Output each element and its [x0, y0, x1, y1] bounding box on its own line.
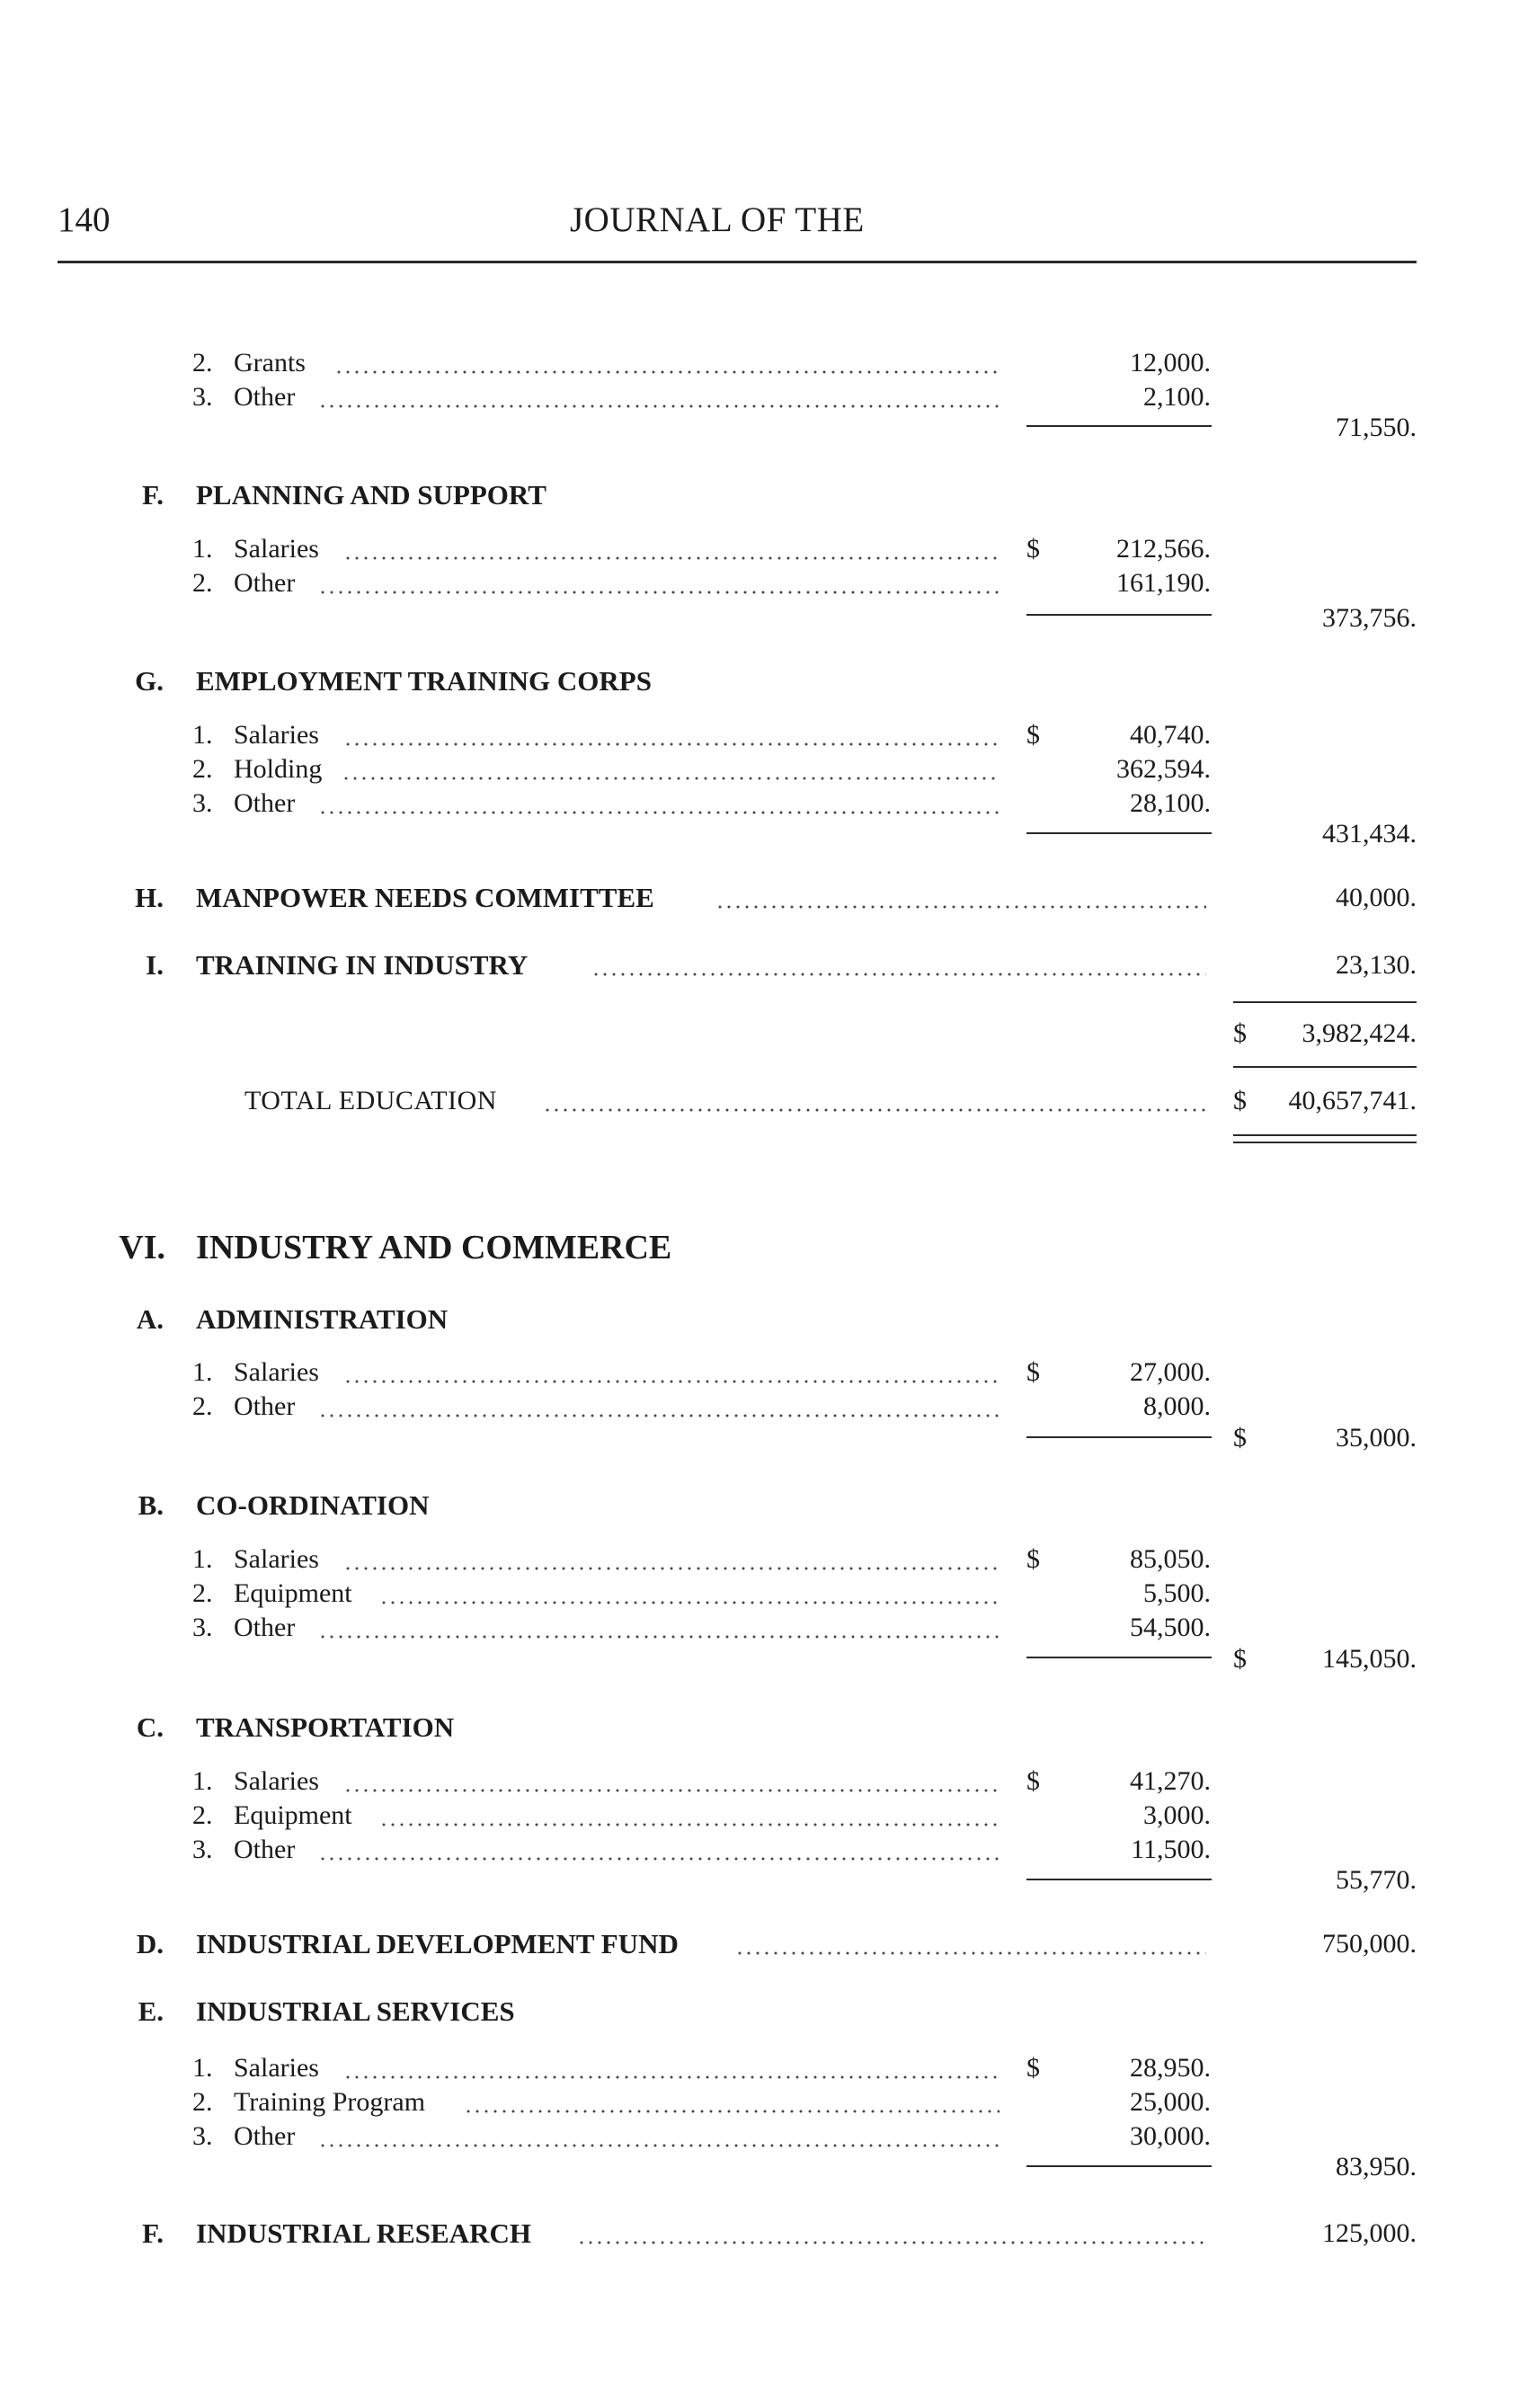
subtotal-amount: 35,000. — [1336, 1423, 1417, 1453]
subtotal-amount: 83,950. — [1336, 2152, 1417, 2181]
section-heading — [0, 663, 1537, 699]
item-label: Salaries — [234, 2053, 319, 2083]
item-number: 2. — [192, 2087, 213, 2117]
dollar-sign: $ — [1233, 1086, 1247, 1115]
line-item — [0, 1355, 1537, 1391]
item-number: 1. — [192, 1766, 213, 1796]
total-rule — [1233, 1066, 1417, 1068]
item-number: 2. — [192, 1578, 213, 1608]
section-title: CO-ORDINATION — [196, 1489, 430, 1521]
section-heading — [0, 1488, 1537, 1524]
item-label: Salaries — [234, 720, 319, 750]
section-letter: B. — [138, 1489, 164, 1521]
dot-leader — [318, 1857, 999, 1861]
dot-leader — [318, 2144, 999, 2147]
total-amount: 40,657,741. — [1288, 1086, 1417, 1115]
dot-leader — [318, 811, 999, 814]
item-number: 1. — [192, 720, 213, 750]
dot-leader — [591, 973, 1206, 976]
subtotal-row — [0, 2149, 1537, 2185]
dot-leader — [543, 1108, 1206, 1112]
subtotal-amount: 431,434. — [1322, 819, 1417, 849]
section-heading — [0, 2216, 1537, 2252]
item-amount: 12,000. — [1130, 348, 1211, 378]
subtotal-amount: 71,550. — [1336, 413, 1417, 442]
dollar-sign: $ — [1233, 1423, 1247, 1453]
line-item — [0, 1389, 1537, 1425]
section-heading — [0, 1926, 1537, 1962]
section-letter: F. — [142, 2217, 164, 2249]
dollar-sign: $ — [1026, 1544, 1040, 1574]
item-label: Other — [234, 1391, 296, 1421]
section-letter: C. — [136, 1711, 164, 1743]
item-amount: 362,594. — [1116, 754, 1211, 784]
subtotal-row — [0, 1641, 1537, 1677]
section-heading — [0, 1302, 1537, 1337]
subtotal-row — [0, 816, 1537, 852]
section-heading — [0, 1994, 1537, 2030]
item-amount: 28,100. — [1130, 788, 1211, 818]
running-head: JOURNAL OF THE — [570, 200, 865, 239]
grand-subtotal-row — [0, 1016, 1537, 1052]
item-number: 3. — [192, 788, 213, 818]
section-title: TRANSPORTATION — [196, 1711, 455, 1743]
section-title: INDUSTRIAL DEVELOPMENT FUND — [196, 1928, 679, 1959]
item-number: 2. — [192, 754, 213, 784]
section-heading — [0, 880, 1537, 916]
line-item — [0, 717, 1537, 753]
line-item — [0, 751, 1537, 787]
total-rule — [1233, 1001, 1417, 1003]
dollar-sign: $ — [1026, 1357, 1040, 1387]
dollar-sign: $ — [1233, 1018, 1247, 1048]
grand-subtotal-amount: 3,982,424. — [1302, 1018, 1417, 1048]
section-letter: D. — [136, 1928, 164, 1959]
part-title: INDUSTRY AND COMMERCE — [196, 1229, 672, 1266]
line-item — [0, 2050, 1537, 2086]
line-item — [0, 1764, 1537, 1799]
dot-leader — [343, 1789, 999, 1792]
section-heading — [0, 947, 1537, 983]
dollar-sign: $ — [1026, 534, 1040, 564]
item-amount: 85,050. — [1130, 1544, 1211, 1574]
item-number: 3. — [192, 2121, 213, 2151]
item-label: Salaries — [234, 1544, 319, 1574]
section-letter: F. — [142, 479, 164, 511]
subtotal-amount: 145,050. — [1322, 1644, 1417, 1674]
section-letter: E. — [138, 1995, 164, 2027]
item-amount: 40,740. — [1130, 720, 1211, 750]
subtotal-row — [0, 1862, 1537, 1898]
item-label: Salaries — [234, 534, 319, 564]
section-heading — [0, 1710, 1537, 1746]
item-amount: 28,950. — [1130, 2053, 1211, 2083]
dot-leader — [735, 1951, 1206, 1955]
item-number: 2. — [192, 1391, 213, 1421]
page-number: 140 — [58, 200, 111, 239]
subtotal-row — [0, 600, 1537, 636]
section-heading — [0, 477, 1537, 513]
item-amount: 30,000. — [1130, 2121, 1211, 2151]
item-label: Equipment — [234, 1578, 352, 1608]
section-letter: A. — [136, 1303, 164, 1335]
dot-leader — [318, 591, 999, 594]
item-number: 3. — [192, 1613, 213, 1642]
item-label: Salaries — [234, 1766, 319, 1796]
item-number: 3. — [192, 1835, 213, 1864]
header-rule — [58, 261, 1417, 263]
item-amount: 27,000. — [1130, 1357, 1211, 1387]
item-label: Other — [234, 1835, 296, 1864]
dot-leader — [318, 404, 999, 408]
total-education-row — [0, 1083, 1537, 1119]
dot-leader — [343, 1567, 999, 1570]
item-number: 2. — [192, 348, 213, 378]
item-label: Holding — [234, 754, 323, 784]
subtotal-amount: 55,770. — [1336, 1865, 1417, 1895]
dot-leader — [343, 556, 999, 560]
item-number: 1. — [192, 534, 213, 564]
line-item — [0, 531, 1537, 567]
item-label: Other — [234, 568, 296, 598]
dot-leader — [577, 2241, 1206, 2244]
dot-leader — [464, 2110, 999, 2113]
section-title: PLANNING AND SUPPORT — [196, 479, 546, 511]
item-amount: 54,500. — [1130, 1613, 1211, 1642]
section-title: MANPOWER NEEDS COMMITTEE — [196, 882, 654, 913]
line-item — [0, 1798, 1537, 1834]
dot-leader — [318, 1414, 999, 1417]
double-rule — [1233, 1142, 1417, 1143]
item-amount: 2,100. — [1143, 382, 1211, 412]
line-item — [0, 1576, 1537, 1612]
item-amount: 212,566. — [1116, 534, 1211, 564]
section-letter: G. — [135, 665, 164, 697]
section-title: ADMINISTRATION — [196, 1303, 449, 1335]
item-amount: 11,500. — [1131, 1835, 1211, 1864]
subtotal-row — [0, 1420, 1537, 1456]
section-amount: 750,000. — [1322, 1929, 1417, 1959]
section-title: INDUSTRIAL RESEARCH — [196, 2217, 531, 2249]
item-amount: 161,190. — [1116, 568, 1211, 598]
item-amount: 8,000. — [1143, 1391, 1211, 1421]
item-amount: 41,270. — [1130, 1766, 1211, 1796]
item-amount: 3,000. — [1143, 1800, 1211, 1830]
dot-leader — [343, 742, 999, 746]
item-label: Grants — [234, 348, 306, 378]
item-number: 1. — [192, 1544, 213, 1574]
dot-leader — [343, 2075, 999, 2079]
dot-leader — [334, 370, 999, 374]
item-label: Training Program — [234, 2087, 426, 2117]
item-label: Other — [234, 382, 296, 412]
dot-leader — [343, 1380, 999, 1383]
item-amount: 5,500. — [1143, 1578, 1211, 1608]
line-item — [0, 1610, 1537, 1646]
section-letter: H. — [135, 882, 164, 913]
section-title: INDUSTRIAL SERVICES — [196, 1995, 515, 2027]
item-label: Equipment — [234, 1800, 352, 1830]
subtotal-row — [0, 410, 1537, 446]
item-number: 3. — [192, 382, 213, 412]
dot-leader — [715, 905, 1206, 909]
dollar-sign: $ — [1026, 1766, 1040, 1796]
dollar-sign: $ — [1233, 1644, 1247, 1674]
item-label: Other — [234, 2121, 296, 2151]
item-label: Other — [234, 1613, 296, 1642]
total-label: TOTAL EDUCATION — [244, 1086, 497, 1115]
double-rule — [1233, 1134, 1417, 1136]
section-amount: 125,000. — [1322, 2218, 1417, 2248]
item-number: 1. — [192, 2053, 213, 2083]
section-title: TRAINING IN INDUSTRY — [196, 949, 529, 981]
item-number: 2. — [192, 568, 213, 598]
line-item — [0, 565, 1537, 601]
item-label: Salaries — [234, 1357, 319, 1387]
line-item — [0, 345, 1537, 381]
line-item — [0, 2084, 1537, 2120]
dot-leader — [318, 1635, 999, 1639]
section-amount: 40,000. — [1336, 883, 1417, 912]
item-label: Other — [234, 788, 296, 818]
dollar-sign: $ — [1026, 720, 1040, 750]
item-amount: 25,000. — [1130, 2087, 1211, 2117]
dollar-sign: $ — [1026, 2053, 1040, 2083]
section-amount: 23,130. — [1336, 950, 1417, 980]
dot-leader — [379, 1601, 999, 1604]
dot-leader — [342, 777, 999, 780]
dot-leader — [379, 1823, 999, 1826]
section-title: EMPLOYMENT TRAINING CORPS — [196, 665, 652, 697]
item-number: 1. — [192, 1357, 213, 1387]
line-item — [0, 1542, 1537, 1577]
subtotal-amount: 373,756. — [1322, 603, 1417, 633]
section-letter: I. — [146, 949, 164, 981]
item-number: 2. — [192, 1800, 213, 1830]
part-number: VI. — [119, 1229, 165, 1266]
